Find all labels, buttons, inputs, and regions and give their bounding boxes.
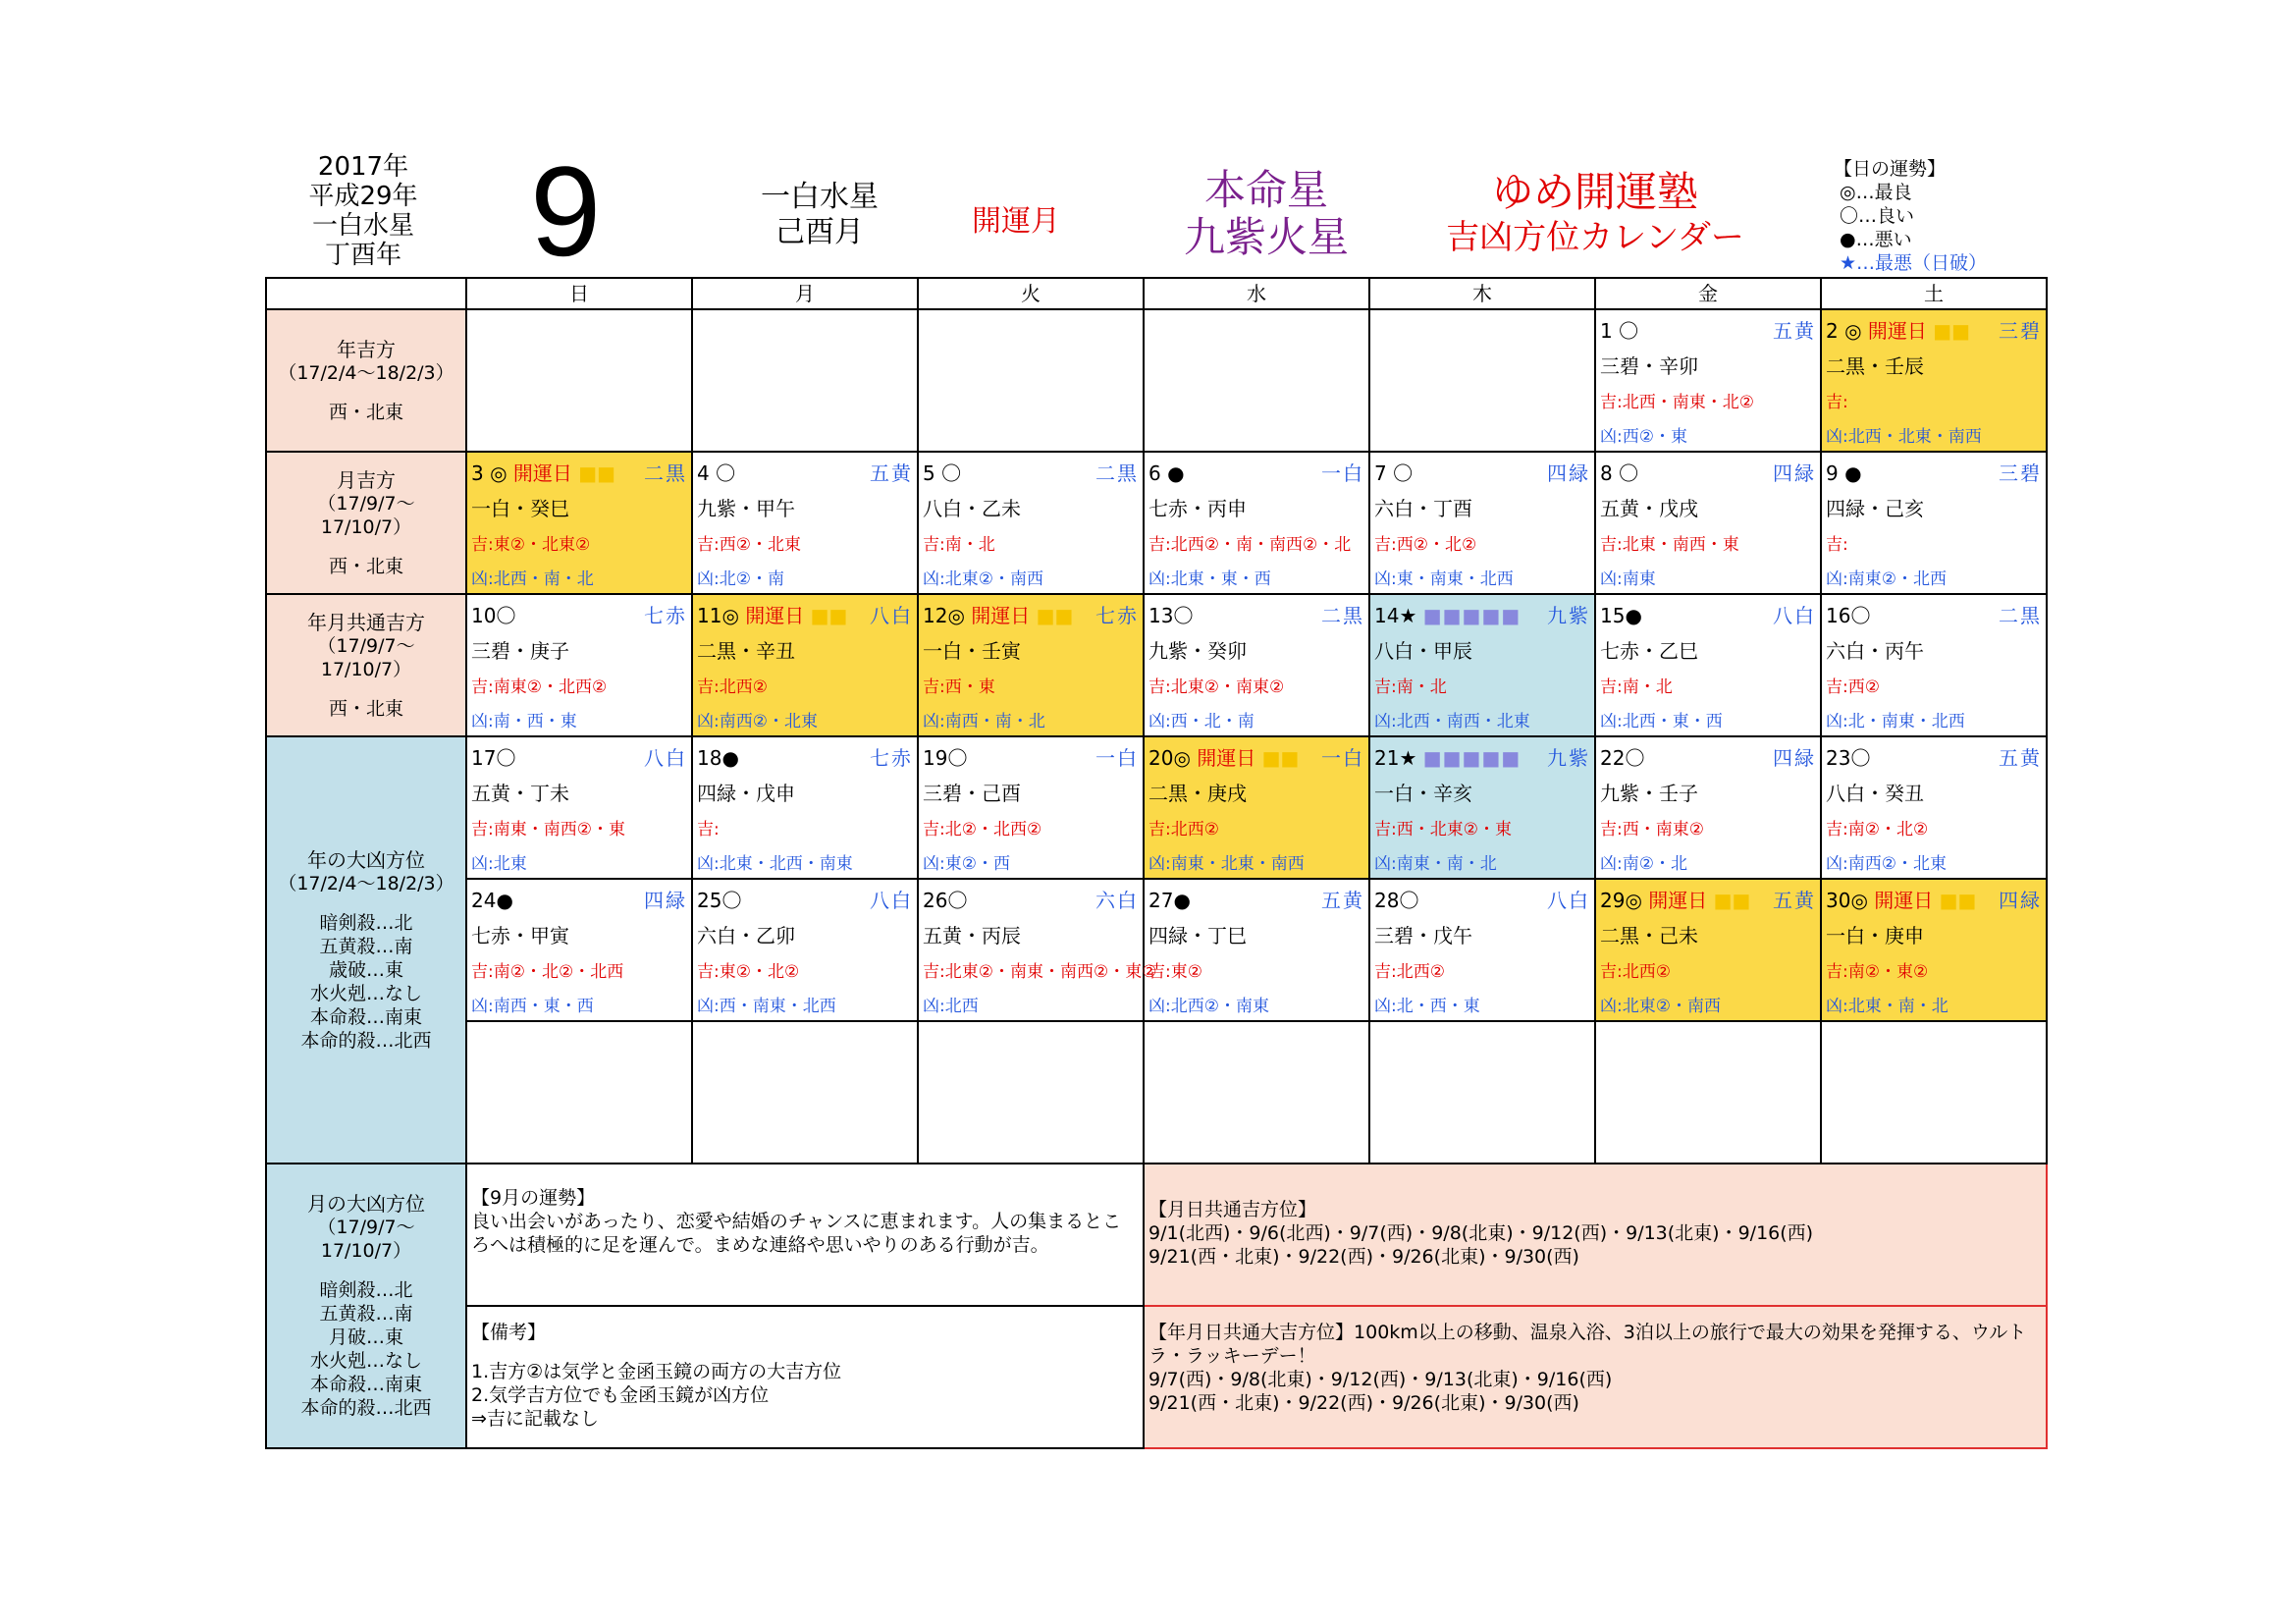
kaiun-day-label: 開運日 (745, 604, 805, 627)
day-kyo: 凶:南西②・北東 (697, 712, 818, 731)
day-kichi: 吉:北西② (697, 677, 768, 697)
side-line: 五黄殺…南 (319, 935, 413, 957)
day-cell[interactable] (1595, 879, 1821, 1021)
day-kanshi: 三碧・己酉 (923, 782, 1021, 805)
day-cell[interactable] (1144, 594, 1369, 736)
side-line: 暗剣殺…北 (319, 911, 413, 934)
day-kanshi: 四緑・戊申 (697, 782, 795, 805)
nine-star: 四緑 (1773, 461, 1816, 485)
side-month-kyo (266, 1164, 466, 1448)
day-number: 19〇 (923, 746, 968, 770)
side-range: 17/10/7） (320, 515, 412, 538)
day-kanshi: 五黄・丁未 (471, 782, 569, 805)
day-number: 24● (471, 889, 513, 912)
day-kichi: 吉:北東②・南東② (1148, 677, 1285, 697)
day-kanshi: 八白・甲辰 (1374, 639, 1472, 663)
month-line: 己酉月 (775, 215, 864, 249)
day-cell[interactable] (1595, 594, 1821, 736)
day-kichi: 吉:西② (1826, 677, 1880, 697)
day-kichi: 吉: (1826, 393, 1848, 412)
day-kanshi: 三碧・戊午 (1374, 924, 1472, 947)
side-title: 年の大凶方位 (307, 847, 425, 872)
biko-note (466, 1306, 1144, 1448)
day-kyo: 凶:東・南東・北西 (1374, 569, 1514, 589)
day-number: 9 ● (1826, 461, 1862, 485)
nine-star: 一白 (1321, 746, 1364, 770)
empty-day-cell (1369, 309, 1595, 452)
yellow-square-icon: ■■ (1933, 319, 1971, 343)
day-cell[interactable] (692, 736, 918, 879)
day-cell[interactable] (918, 452, 1144, 594)
day-kyo: 凶:西・北・南 (1148, 712, 1255, 731)
weekday-header: 土 (1821, 278, 2047, 309)
nine-star: 八白 (1773, 604, 1816, 627)
side-line: 暗剣殺…北 (319, 1279, 413, 1301)
day-kichi: 吉:西②・北東 (697, 535, 801, 555)
day-kanshi: 四緑・丁巳 (1148, 924, 1247, 947)
day-kyo: 凶:南東 (1600, 569, 1656, 589)
day-cell[interactable] (918, 594, 1144, 736)
empty-day-cell (1595, 1021, 1821, 1164)
side-line: 月破…東 (328, 1326, 403, 1348)
day-kichi: 吉:北東②・南東・南西②・東② (923, 962, 1157, 982)
day-number: 8 〇 (1600, 461, 1639, 485)
purple-square-icon: ■■■■■ (1422, 746, 1522, 770)
ymd-title: 【年月日共通大吉方位】 (1148, 1322, 1355, 1343)
legend-item: ◎…最良 (1840, 182, 1912, 203)
day-kanshi: 六白・乙卯 (697, 924, 795, 947)
day-number: 4 〇 (697, 461, 736, 485)
nine-star: 三碧 (1999, 319, 2042, 343)
nine-star: 八白 (644, 746, 687, 770)
weekday-header: 火 (918, 278, 1144, 309)
kaiun-day-label: 開運日 (1648, 889, 1708, 912)
day-number: 2 ◎ 開運日 ■■ (1826, 319, 1971, 343)
nine-star: 七赤 (870, 746, 913, 770)
side-dir: 西・北東 (328, 697, 403, 720)
nine-star: 二黒 (644, 461, 687, 485)
day-kichi: 吉: (697, 820, 720, 839)
day-kyo: 凶:北東 (471, 854, 527, 874)
brand-title: ゆめ開運塾 (1491, 168, 1698, 216)
corner-cell (266, 278, 466, 309)
day-kanshi: 八白・癸丑 (1826, 782, 1924, 805)
day-kyo: 凶:南東②・北西 (1826, 569, 1947, 589)
empty-day-cell (1369, 1021, 1595, 1164)
day-kanshi: 一白・辛亥 (1374, 782, 1472, 805)
md-line: 9/1(北西)・9/6(北西)・9/7(西)・9/8(北東)・9/12(西)・9/13(北東)・9/16(西) (1148, 1222, 1814, 1244)
day-kichi: 吉:南・北 (1600, 677, 1673, 697)
legend-item: ●…悪い (1840, 229, 1912, 250)
purple-square-icon: ■■■■■ (1422, 604, 1522, 627)
yellow-square-icon: ■■ (1713, 889, 1751, 912)
day-kyo: 凶:北西②・南東 (1148, 997, 1269, 1016)
side-year-kichi (266, 309, 466, 452)
weekday-header: 木 (1369, 278, 1595, 309)
nine-star: 八白 (870, 889, 913, 912)
day-kichi: 吉:西・東 (923, 677, 995, 697)
day-kyo: 凶:西②・東 (1600, 427, 1687, 447)
day-kanshi: 九紫・癸卯 (1148, 639, 1247, 663)
day-kyo: 凶:南東・南・北 (1374, 854, 1497, 874)
day-cell[interactable] (1369, 452, 1595, 594)
empty-day-cell (918, 1021, 1144, 1164)
nine-star: 三碧 (1999, 461, 2042, 485)
nine-star: 二黒 (1095, 461, 1139, 485)
day-kyo: 凶:北西・南西・北東 (1374, 712, 1530, 731)
day-kichi: 吉:西・北東②・東 (1374, 820, 1512, 839)
year-line: 丁酉年 (324, 241, 401, 270)
day-kanshi: 三碧・庚子 (471, 639, 569, 663)
day-number: 26〇 (923, 889, 968, 912)
day-cell[interactable] (1821, 452, 2047, 594)
nine-star: 八白 (1547, 889, 1590, 912)
empty-day-cell (1821, 1021, 2047, 1164)
day-kichi: 吉:北西②・南・南西②・北 (1148, 535, 1352, 555)
side-range: （17/9/7～ (317, 1217, 415, 1238)
day-kichi: 吉:南②・北②・北西 (471, 962, 624, 982)
day-cell[interactable] (1821, 879, 2047, 1021)
yellow-square-icon: ■■ (1261, 746, 1300, 770)
day-kanshi: 八白・乙未 (923, 497, 1021, 520)
side-dir: 西・北東 (328, 555, 403, 577)
day-kanshi: 六白・丁酉 (1374, 497, 1472, 520)
yellow-square-icon: ■■ (578, 461, 616, 485)
nine-star: 二黒 (1999, 604, 2042, 627)
day-kyo: 凶:東②・西 (923, 854, 1010, 874)
biko-title: 【備考】 (471, 1322, 547, 1343)
day-kanshi: 七赤・丙申 (1148, 497, 1247, 520)
day-number: 3 ◎ 開運日 ■■ (471, 461, 616, 485)
side-common-kichi (266, 594, 466, 736)
nine-star: 六白 (1095, 889, 1139, 912)
day-kyo: 凶:北②・南 (697, 569, 784, 589)
day-number: 17〇 (471, 746, 516, 770)
nine-star: 五黄 (1999, 746, 2042, 770)
side-line: 本命的殺…北西 (300, 1029, 432, 1052)
day-kanshi: 七赤・甲寅 (471, 924, 569, 947)
day-kyo: 凶:北東②・南西 (923, 569, 1043, 589)
day-kyo: 凶:北東・東・西 (1148, 569, 1271, 589)
day-cell[interactable] (466, 879, 692, 1021)
nine-star: 四緑 (1547, 461, 1590, 485)
day-cell[interactable] (466, 594, 692, 736)
side-line: 水火剋…なし (309, 1350, 422, 1372)
biko-line: 2.気学吉方位でも金函玉鏡が凶方位 (471, 1384, 770, 1406)
day-kichi: 吉:南②・北② (1826, 820, 1929, 839)
day-kichi: 吉:北西② (1148, 820, 1219, 839)
month-day-common-note (1144, 1164, 2047, 1306)
nine-star: 一白 (1321, 461, 1364, 485)
side-line: 水火剋…なし (309, 982, 422, 1004)
day-kanshi: 二黒・庚戌 (1148, 782, 1247, 805)
day-kyo: 凶:北西・南・北 (471, 569, 594, 589)
day-kyo: 凶:北・南東・北西 (1826, 712, 1965, 731)
year-info (265, 152, 461, 270)
day-kichi: 吉:南②・東② (1826, 962, 1929, 982)
md-title: 【月日共通吉方位】 (1148, 1199, 1317, 1220)
day-number: 12◎ 開運日 ■■ (923, 604, 1074, 627)
day-number: 7 〇 (1374, 461, 1414, 485)
day-kichi: 吉: (1826, 535, 1848, 555)
day-kichi: 吉:東② (1148, 962, 1202, 982)
day-kyo: 凶:北東・南・北 (1826, 997, 1949, 1016)
side-dir: 西・北東 (328, 401, 403, 423)
day-cell[interactable] (1595, 736, 1821, 879)
side-title: 月吉方 (337, 467, 396, 492)
day-number: 20◎ 開運日 ■■ (1148, 746, 1300, 770)
side-line: 本命的殺…北西 (300, 1397, 432, 1419)
day-kyo: 凶:北東②・南西 (1600, 997, 1721, 1016)
empty-day-cell (1144, 309, 1369, 452)
day-kyo: 凶:南西②・北東 (1826, 854, 1947, 874)
empty-day-cell (466, 309, 692, 452)
nine-star: 五黄 (1321, 889, 1364, 912)
legend-item: 〇…良い (1840, 205, 1915, 227)
day-kichi: 吉:北西・南東・北② (1600, 393, 1754, 412)
day-kanshi: 九紫・壬子 (1600, 782, 1698, 805)
side-range: 17/10/7） (320, 658, 412, 680)
side-range: （17/2/4～18/2/3） (278, 361, 454, 384)
nine-star: 七赤 (644, 604, 687, 627)
day-number: 10〇 (471, 604, 516, 627)
day-kichi: 吉:西②・北② (1374, 535, 1477, 555)
fortune-text: 良い出会いがあったり、恋愛や結婚のチャンスに恵まれます。人の集まるところへは積極的に足を運んで。まめな連絡や思いやりのある行動が吉。 (471, 1211, 1122, 1256)
day-cell[interactable] (1821, 594, 2047, 736)
legend-title: 【日の運勢】 (1834, 158, 1947, 180)
year-line: 一白水星 (311, 211, 414, 241)
day-cell[interactable] (1144, 736, 1369, 879)
honmei-line: 本命星 (1203, 166, 1328, 214)
nine-star: 一白 (1095, 746, 1139, 770)
nine-star: 四緑 (1773, 746, 1816, 770)
honmei-line: 九紫火星 (1183, 213, 1349, 261)
side-range: （17/9/7～ (317, 634, 415, 657)
calendar-table (265, 277, 2048, 1449)
day-kichi: 吉:北②・北西② (923, 820, 1042, 839)
day-cell[interactable] (692, 879, 918, 1021)
day-kichi: 吉:南東・南西②・東 (471, 820, 625, 839)
nine-star: 九紫 (1547, 604, 1590, 627)
day-kichi: 吉:北西② (1374, 962, 1445, 982)
kaiun-month-label: 開運月 (972, 204, 1060, 239)
day-kanshi: 六白・丙午 (1826, 639, 1924, 663)
kaiun-day-label: 開運日 (1874, 889, 1934, 912)
day-number: 1 〇 (1600, 319, 1639, 343)
day-kichi: 吉:東②・北東② (471, 535, 591, 555)
day-cell[interactable] (1144, 879, 1369, 1021)
day-number: 11◎ 開運日 ■■ (697, 604, 848, 627)
day-kyo: 凶:北西・北東・南西 (1826, 427, 1982, 447)
empty-day-cell (1144, 1021, 1369, 1164)
day-number: 30◎ 開運日 ■■ (1826, 889, 1977, 912)
side-range: （17/2/4～18/2/3） (278, 872, 454, 894)
side-month-kichi (266, 452, 466, 594)
day-cell[interactable] (1821, 309, 2047, 452)
side-range: 17/10/7） (320, 1240, 412, 1262)
day-kanshi: 二黒・壬辰 (1826, 354, 1924, 378)
day-number: 29◎ 開運日 ■■ (1600, 889, 1751, 912)
md-line: 9/21(西・北東)・9/22(西)・9/26(北東)・9/30(西) (1148, 1246, 1579, 1268)
day-kanshi: 一白・癸巳 (471, 497, 569, 520)
empty-day-cell (692, 309, 918, 452)
day-cell[interactable] (1821, 736, 2047, 879)
weekday-header: 月 (692, 278, 918, 309)
side-title: 年月共通吉方 (307, 610, 425, 634)
month-info (721, 180, 918, 250)
day-cell[interactable] (692, 594, 918, 736)
biko-line: 1.吉方②は気学と金函玉鏡の両方の大吉方位 (471, 1361, 842, 1382)
day-kanshi: 二黒・辛丑 (697, 639, 795, 663)
day-number: 21★ ■■■■■ (1374, 746, 1522, 770)
day-kanshi: 三碧・辛卯 (1600, 354, 1698, 378)
empty-day-cell (692, 1021, 918, 1164)
day-kyo: 凶:北・西・東 (1374, 997, 1480, 1016)
month-line: 一白水星 (761, 180, 879, 214)
kaiun-day-label: 開運日 (1197, 746, 1256, 770)
day-kanshi: 一白・壬寅 (923, 639, 1021, 663)
nine-star: 九紫 (1547, 746, 1590, 770)
day-cell[interactable] (692, 452, 918, 594)
day-cell[interactable] (1595, 452, 1821, 594)
empty-day-cell (918, 309, 1144, 452)
day-kyo: 凶:南②・北 (1600, 854, 1687, 874)
kaiun-day-label: 開運日 (1867, 319, 1927, 343)
side-title: 月の大凶方位 (307, 1192, 425, 1216)
legend-item: ★…最悪（日破） (1840, 252, 1988, 274)
nine-star: 二黒 (1321, 604, 1364, 627)
weekday-header: 金 (1595, 278, 1821, 309)
nine-star: 五黄 (870, 461, 913, 485)
day-number: 23〇 (1826, 746, 1871, 770)
day-number: 13〇 (1148, 604, 1194, 627)
side-line: 五黄殺…南 (319, 1303, 413, 1325)
yellow-square-icon: ■■ (810, 604, 848, 627)
ymd-line: 9/21(西・北東)・9/22(西)・9/26(北東)・9/30(西) (1148, 1392, 1579, 1414)
brand-subtitle: 吉凶方位カレンダー (1446, 218, 1744, 257)
month-number: 9 (530, 139, 602, 283)
day-number: 5 〇 (923, 461, 962, 485)
empty-day-cell (466, 1021, 692, 1164)
day-number: 16〇 (1826, 604, 1871, 627)
legend (1834, 157, 1987, 275)
day-kyo: 凶:南西・南・北 (923, 712, 1045, 731)
day-number: 6 ● (1148, 461, 1185, 485)
day-cell[interactable] (1369, 736, 1595, 879)
day-cell[interactable] (1595, 309, 1821, 452)
yellow-square-icon: ■■ (1939, 889, 1977, 912)
day-number: 15● (1600, 604, 1642, 627)
day-kyo: 凶:北東・北西・南東 (697, 854, 853, 874)
yellow-square-icon: ■■ (1036, 604, 1074, 627)
day-kyo: 凶:北西 (923, 997, 979, 1016)
fortune-title: 【9月の運勢】 (471, 1187, 596, 1209)
day-number: 27● (1148, 889, 1191, 912)
year-line: 2017年 (317, 152, 409, 182)
side-line: 本命殺…南東 (309, 1005, 422, 1028)
weekday-header: 日 (466, 278, 692, 309)
day-kanshi: 七赤・乙巳 (1600, 639, 1698, 663)
day-number: 14★ ■■■■■ (1374, 604, 1522, 627)
nine-star: 四緑 (644, 889, 687, 912)
day-kanshi: 一白・庚申 (1826, 924, 1924, 947)
weekday-header: 水 (1144, 278, 1369, 309)
day-cell[interactable] (1369, 594, 1595, 736)
nine-star: 五黄 (1773, 319, 1816, 343)
day-number: 28〇 (1374, 889, 1419, 912)
nine-star: 七赤 (1095, 604, 1139, 627)
year-line: 平成29年 (308, 182, 418, 211)
kaiun-day-label: 開運日 (512, 461, 572, 485)
day-kanshi: 五黄・丙辰 (923, 924, 1021, 947)
day-kyo: 凶:南・西・東 (471, 712, 577, 731)
day-kyo: 凶:北西・東・西 (1600, 712, 1723, 731)
day-kanshi: 二黒・己未 (1600, 924, 1698, 947)
day-kichi: 吉:東②・北② (697, 962, 800, 982)
ymd-common-note (1144, 1306, 2047, 1448)
nine-star: 五黄 (1773, 889, 1816, 912)
day-number: 22〇 (1600, 746, 1645, 770)
honmei-star (1158, 167, 1374, 261)
ymd-line: 9/7(西)・9/8(北東)・9/12(西)・9/13(北東)・9/16(西) (1148, 1369, 1613, 1390)
fortune-note (466, 1164, 1144, 1306)
day-kanshi: 四緑・己亥 (1826, 497, 1924, 520)
kaiun-day-label: 開運日 (971, 604, 1031, 627)
day-kichi: 吉:北東・南西・東 (1600, 535, 1739, 555)
day-number: 18● (697, 746, 739, 770)
day-kyo: 凶:南東・北東・南西 (1148, 854, 1305, 874)
day-kyo: 凶:南西・東・西 (471, 997, 594, 1016)
day-kichi: 吉:南・北 (923, 535, 995, 555)
nine-star: 四緑 (1999, 889, 2042, 912)
day-cell[interactable] (466, 452, 692, 594)
day-kichi: 吉:南・北 (1374, 677, 1447, 697)
ymd-text: 100km以上の移動、温泉入浴、3泊以上の旅行で最大の効果を発揮する、ウルトラ・ラッキーデー！ (1148, 1322, 2027, 1367)
side-title: 年吉方 (337, 337, 396, 361)
day-cell[interactable] (918, 879, 1157, 1021)
day-number: 25〇 (697, 889, 742, 912)
side-year-kyo (266, 736, 466, 1164)
day-cell[interactable] (466, 736, 692, 879)
day-kanshi: 九紫・甲午 (697, 497, 795, 520)
day-kanshi: 五黄・戊戌 (1600, 497, 1698, 520)
side-line: 本命殺…南東 (309, 1374, 422, 1395)
biko-line: ⇒吉に記載なし (471, 1408, 599, 1430)
day-cell[interactable] (1369, 879, 1595, 1021)
day-kyo: 凶:西・南東・北西 (697, 997, 836, 1016)
nine-star: 八白 (870, 604, 913, 627)
day-kichi: 吉:西・南東② (1600, 820, 1704, 839)
day-cell[interactable] (918, 736, 1144, 879)
side-range: （17/9/7～ (317, 492, 415, 514)
day-kichi: 吉:北西② (1600, 962, 1671, 982)
side-line: 歳破…東 (328, 958, 403, 981)
day-cell[interactable] (1144, 452, 1369, 594)
day-kichi: 吉:南東②・北西② (471, 677, 608, 697)
